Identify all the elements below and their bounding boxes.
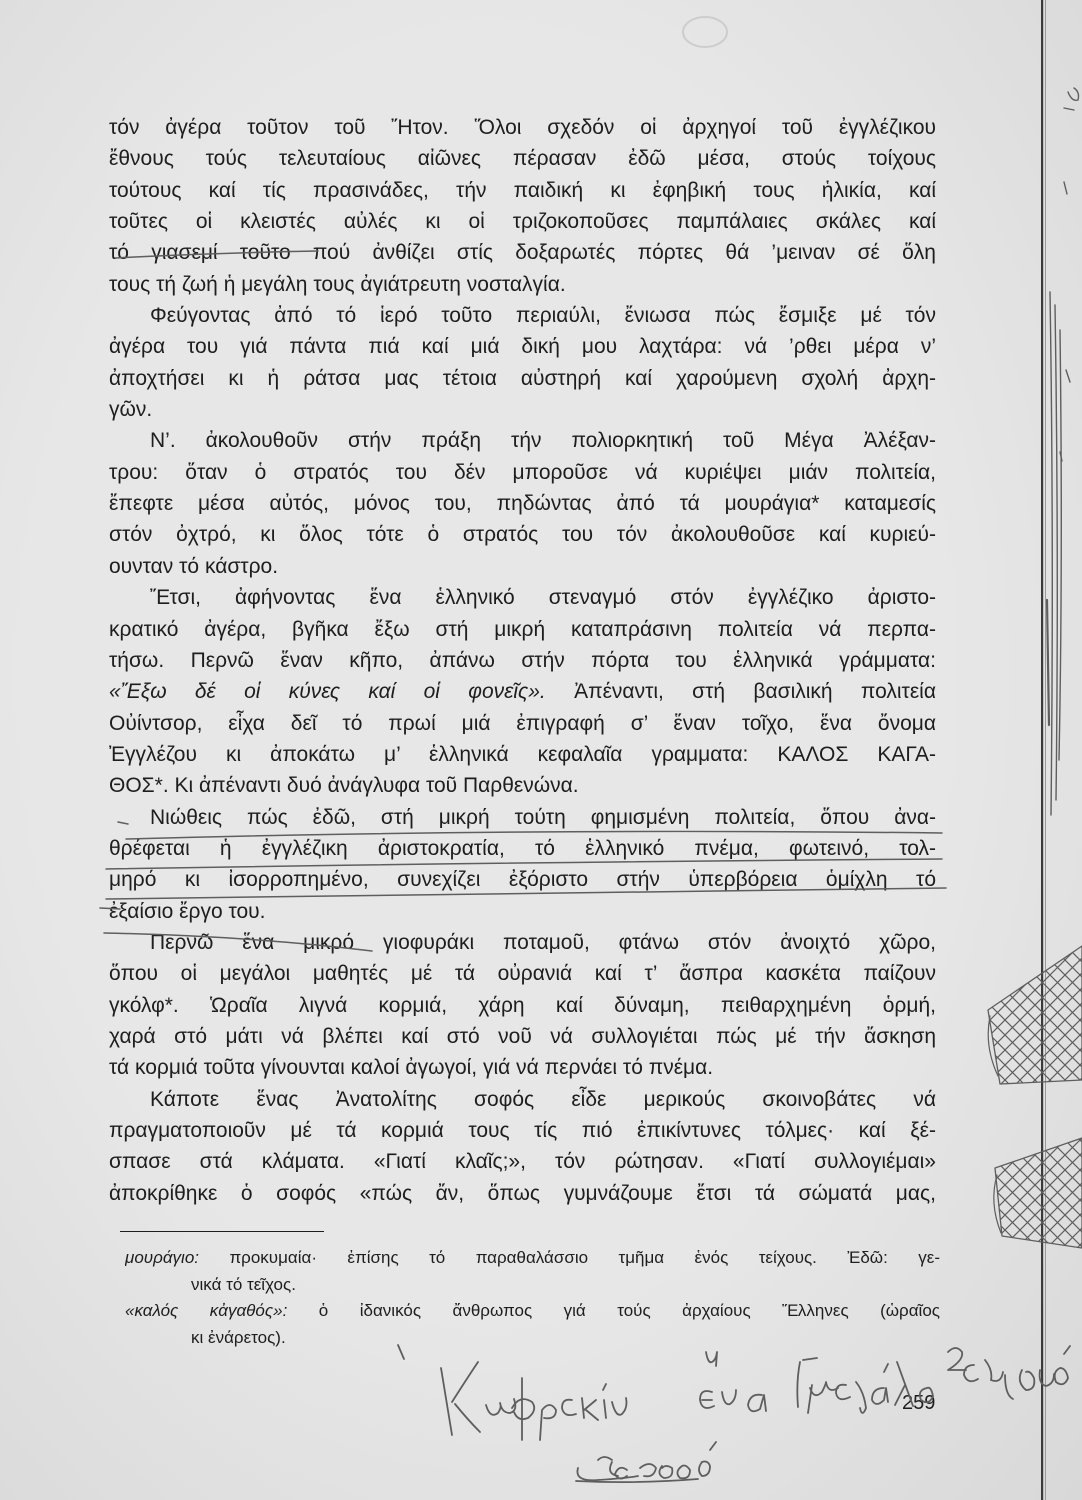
footnote-term: μουράγιο: bbox=[125, 1248, 200, 1267]
handwriting-stroke bbox=[1020, 1370, 1035, 1390]
text-line: γκόλφ*. Ὡραῖα λιγνά κορμιά, χάρη καί δύναμη, πειθαρχημένη ὁρμή, bbox=[109, 993, 936, 1017]
handwriting-stroke bbox=[562, 1400, 576, 1415]
text-line: ἀποχτήσει κι ἡ ράτσα μας τέτοια αὐστηρή καί χαρούμενη σχολή ἀρχη- bbox=[109, 366, 936, 390]
handwriting-stroke bbox=[677, 1466, 690, 1479]
text-line: τόν ἀγέρα τοῦτον τοῦ Ἤτον. Ὅλοι σχεδόν οἱ ἀρχηγοί τοῦ ἐγγλέζικου bbox=[109, 116, 936, 139]
handwriting-stroke bbox=[576, 1479, 698, 1482]
text-line: Φεύγοντας ἀπό τό ἱερό τοῦτο περιαύλι, ἔνιωσα πώς ἔσμιξε μέ τόν bbox=[150, 304, 936, 328]
text-line: Οὐίντσορ, εἶχα δεῖ τό πρωί μιά ἐπιγραφή σ’ ἕναν τοῖχο, ἕνα ὄνομα bbox=[109, 711, 936, 735]
handwriting-stroke bbox=[659, 1466, 672, 1478]
text-line: πραγματοποιοῦν μέ τά κορμιά τους τίς πιό ἐπικίντυνες τόλμες· καί ξέ- bbox=[109, 1119, 936, 1142]
text-line: ὅπου οἱ μεγάλοι μαθητές μέ τά οὐρανιά καί τ’ ἄσπρα κασκέτα παίζουν bbox=[109, 962, 936, 986]
text-line: χαρά στό μάτι νά βλέπει καί στό νοῦ νά συλλογιέται πώς μέ τήν ἄσκηση bbox=[109, 1024, 936, 1048]
paragraph bbox=[109, 112, 936, 300]
handwriting-stroke bbox=[1055, 1346, 1070, 1384]
text-line: τήσω. Περνῶ ἕναν κῆπο, ἀπάνω στήν πόρτα του ἑλληνικά γράμματα: bbox=[109, 648, 936, 672]
text-line: ἀποκρίθηκε ὁ σοφός «πώς ἄν, ὅπως γυμνάζουμε ἔτσι τά σώματά μας, bbox=[109, 1181, 936, 1205]
handwriting-stroke bbox=[1040, 1370, 1054, 1386]
handwriting-stroke bbox=[540, 1405, 556, 1440]
text-line: τούτους καί τίς πρασινάδες, τήν παιδική κι ἐφηβική τους ἡλικία, καί bbox=[109, 178, 936, 202]
text-line: γῶν. bbox=[109, 398, 153, 422]
text-line: Νιώθεις πώς ἐδῶ, στή μικρή τούτη φημισμένη πολιτεία, ὅπου ἀνα- bbox=[150, 805, 936, 829]
margin-scribble bbox=[1050, 292, 1052, 815]
text-line: ουνταν τό κάστρο. bbox=[109, 554, 279, 578]
crosshatch-edge bbox=[988, 1016, 998, 1076]
footnote-text: προκυμαία· ἐπίσης τό παραθαλάσσιο τμῆμα ἑνός τείχους. Ἐδῶ: γε- bbox=[229, 1248, 940, 1267]
text-line: θρέφεται ἡ ἐγγλέζικη ἀριστοκρατία, τό ἑλληνικό πνέμα, φωτεινό, τολ- bbox=[109, 836, 936, 860]
handwriting-stroke bbox=[582, 1398, 598, 1420]
margin-scribble bbox=[1055, 305, 1057, 800]
handwriting-stroke bbox=[486, 1399, 515, 1415]
handwriting-stroke bbox=[836, 1385, 850, 1400]
text-line: τοῦτες οἱ κλειστές αὐλές κι οἱ τριζοκοποῦσες παμπάλαιες σκάλες καί bbox=[109, 210, 936, 234]
handwritten-note bbox=[398, 1345, 627, 1440]
margin-scribble bbox=[1064, 182, 1067, 194]
handwriting-stroke bbox=[706, 1352, 717, 1366]
handwriting-stroke bbox=[603, 1384, 627, 1418]
text-line: ἔθνους τούς τελευταίους αἰῶνες πέρασαν ἐδῶ μέσα, στούς τοίχους bbox=[109, 147, 936, 171]
text-line: ἐξαίσιο ἔργο του. bbox=[109, 899, 266, 923]
margin-scribbles bbox=[1047, 88, 1079, 815]
footnote-rule bbox=[120, 1231, 324, 1232]
text-line: τους τή ζωή ἡ μεγάλη τους ἀγιάτρευτη νοσταλγία. bbox=[109, 272, 566, 296]
handwriting-stroke bbox=[441, 1362, 480, 1435]
text-line: ἀγέρα του γιά πάντα πιά καί μιά δική μου λαχτάρα: νά ’ρθει μέρα ν’ bbox=[109, 335, 936, 359]
smudge-mark bbox=[683, 17, 727, 47]
crosshatch-scribbles bbox=[988, 946, 1082, 1248]
text-line: τά κορμιά τοῦτα γίνουνται καλοί ἀγωγοί, γιά νά περνάει τό πνέμα. bbox=[109, 1056, 714, 1080]
handwriting-stroke bbox=[615, 1468, 627, 1479]
text-line: ΘΟΣ*. Κι ἀπέναντι δυό ἀνάγλυφα τοῦ Παρθενώνα. bbox=[109, 774, 579, 798]
text-line: Ν’. ἀκολουθοῦν στήν πράξη τήν πολιορκητική τοῦ Μέγα Ἀλέξαν- bbox=[150, 429, 936, 453]
footnote-line: νικά τό τεῖχος. bbox=[191, 1274, 296, 1294]
handwriting-stroke bbox=[797, 1358, 817, 1407]
text-line: Ἐγγλέζου κι ἀποκάτω μ’ ἑλληνικά κεφαλαῖα γραμματα: ΚΑΛΟΣ ΚΑΓΑ- bbox=[109, 742, 936, 766]
handwritten-note bbox=[700, 1352, 766, 1411]
handwriting-stroke bbox=[808, 1382, 838, 1413]
handwriting-stroke bbox=[985, 1360, 1013, 1399]
margin-scribble bbox=[1064, 108, 1074, 110]
handwriting-stroke bbox=[700, 1391, 714, 1408]
footnotes bbox=[125, 1245, 940, 1351]
text-line bbox=[109, 676, 936, 707]
handwriting-stroke bbox=[577, 1468, 638, 1480]
body-text bbox=[109, 112, 936, 1209]
handwriting-stroke bbox=[512, 1378, 534, 1440]
text-line: ἔπεφτε μέσα αὐτός, μόνος του, πηδώντας ἀπό τά μουράγια* καταμεσίς bbox=[109, 492, 936, 516]
text-line: κρατικό ἀγέρα, βγῆκα ἔξω στή μικρή καταπράσινη πολιτεία νά περπα- bbox=[109, 617, 936, 641]
handwriting-stroke bbox=[964, 1365, 978, 1381]
paragraph bbox=[109, 802, 936, 927]
handwriting-stroke bbox=[640, 1464, 656, 1476]
page-number: 259 bbox=[902, 1392, 936, 1414]
handwriting-stroke bbox=[856, 1382, 866, 1413]
footnote-line bbox=[125, 1245, 940, 1272]
handwriting-stroke bbox=[699, 1442, 716, 1476]
handwriting-stroke bbox=[748, 1395, 766, 1412]
crosshatch-edge bbox=[994, 1175, 1001, 1233]
footnote-line: κι ἐνάρετος). bbox=[191, 1327, 286, 1347]
italic-quote: «Ἔξω δέ οἱ κύνες καί οἱ φονεῖς». bbox=[109, 680, 546, 704]
text-run: Ἀπέναντι, στή βασιλική πολιτεία bbox=[574, 680, 936, 704]
text-line: τρου: ὅταν ὁ στρατός του δέν μποροῦσε νά κυριέψει μιάν πολιτεία, bbox=[109, 460, 936, 484]
margin-scribble bbox=[1068, 88, 1079, 100]
margin-scribble bbox=[1059, 330, 1061, 760]
text-line: Κάποτε ἕνας Ἀνατολίτης σοφός εἶδε μερικούς σκοινοβάτες νά bbox=[150, 1087, 936, 1111]
crosshatch-shape bbox=[988, 946, 1082, 1084]
text-line: τό γιασεμί τοῦτο πού ἀνθίζει στίς δοξαρωτές πόρτες θά ’μειναν σέ ὅλη bbox=[109, 241, 936, 265]
paragraph bbox=[109, 300, 936, 425]
page-edge-line bbox=[1041, 0, 1043, 1500]
crosshatch-shape bbox=[995, 1138, 1082, 1248]
margin-scribble bbox=[1066, 370, 1070, 382]
paragraph bbox=[109, 582, 936, 801]
text-line: σπασε στά κλάματα. «Γιατί κλαῖς;», τόν ρώτησαν. «Γιατί συλλογιέμαι» bbox=[109, 1150, 936, 1174]
handwritten-note bbox=[576, 1442, 716, 1482]
handwriting-stroke bbox=[722, 1390, 736, 1404]
margin-scribble bbox=[1047, 600, 1049, 725]
paragraph bbox=[109, 1084, 936, 1209]
text-line: Περνῶ ἕνα μικρό γιοφυράκι ποταμοῦ, φτάνω στόν ἀνοιχτό χῶρο, bbox=[150, 930, 936, 954]
handwriting-stroke bbox=[948, 1348, 966, 1370]
margin-scribble bbox=[1060, 452, 1062, 461]
text-line: στόν ὀχτρό, κι ὅλος τότε ὁ στρατός του τόν ἀκολουθοῦσε καί κυριεύ- bbox=[109, 523, 936, 547]
handwriting-stroke bbox=[598, 1457, 618, 1476]
text-line: μηρό κι ἰσορροπημένο, συνεχίζει ἐξόριστο στήν ὑπερβόρεια ὁμίχλη τό bbox=[109, 868, 936, 892]
text-line: Ἔτσι, ἀφήνοντας ἕνα ἑλληνικό στεναγμό στόν ἐγγλέζικο ἀριστο- bbox=[150, 586, 936, 610]
footnote-text: ὁ ἰδανικός ἄνθρωπος γιά τούς ἀρχαίους Ἕλληνες (ὡραῖος bbox=[318, 1301, 940, 1320]
paragraph bbox=[109, 927, 936, 1084]
paragraph bbox=[109, 425, 936, 582]
handwriting-stroke bbox=[872, 1364, 888, 1404]
page-edge-shadow bbox=[1045, 0, 1046, 1500]
footnote-term: «καλός κἀγαθός»: bbox=[125, 1301, 288, 1320]
footnote-line bbox=[125, 1298, 940, 1325]
